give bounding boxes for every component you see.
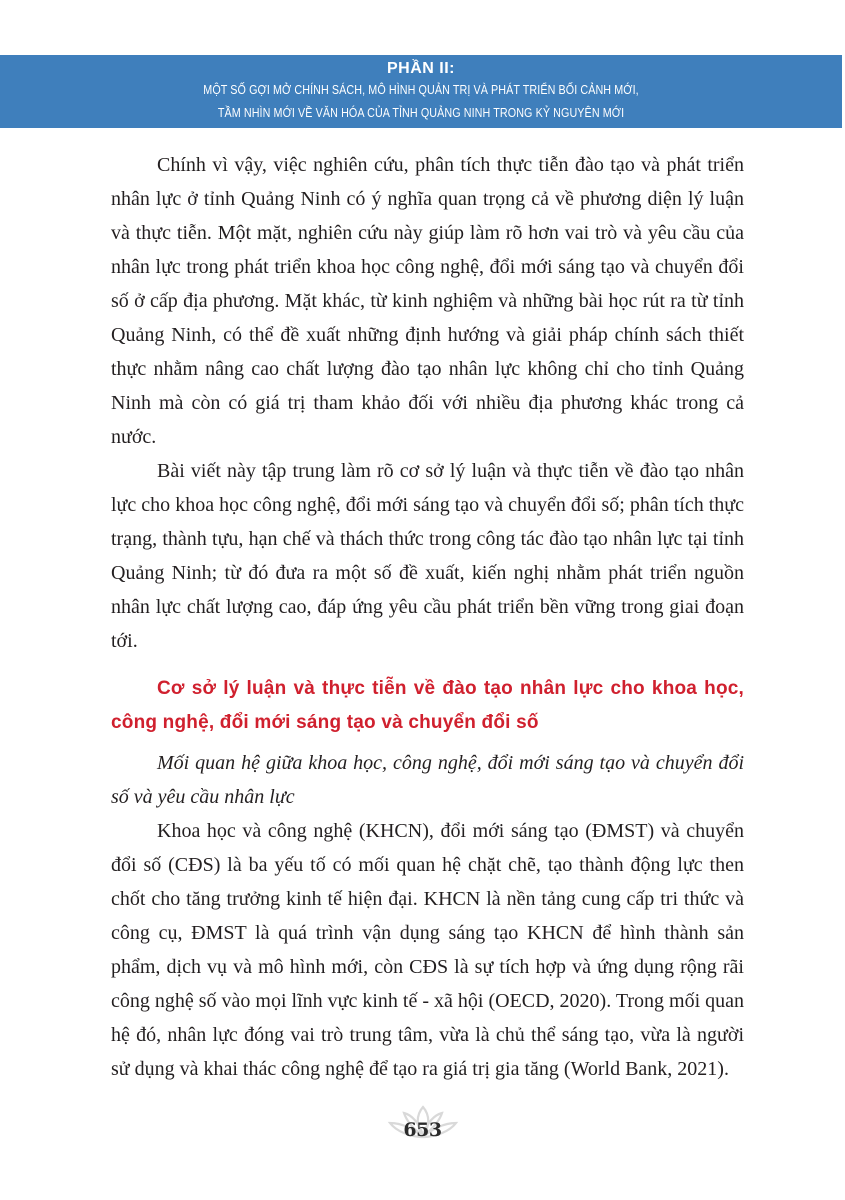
part-title: PHẦN II:: [387, 60, 455, 77]
part-subtitle-line-1: MỘT SỐ GỢI MỞ CHÍNH SÁCH, MÔ HÌNH QUẢN TRỊ VÀ PHÁT TRIỂN BỐI CẢNH MỚI,: [203, 83, 639, 97]
subsection-heading: Mối quan hệ giữa khoa học, công nghệ, đổi mới sáng tạo và chuyển đổi số và yêu cầu nhân lực: [111, 752, 744, 808]
page-number: 653: [403, 1119, 442, 1141]
part-header-band: [0, 55, 842, 128]
paragraph: Bài viết này tập trung làm rõ cơ sở lý luận và thực tiễn về đào tạo nhân lực cho khoa học công nghệ, đổi mới sáng tạo và chuyển đổi số; phân tích thực trạng, thành tựu, hạn chế và thách thức trong công tác đào tạo nhân lực tại tỉnh Quảng Ninh; từ đó đưa ra một số đề xuất, kiến nghị nhằm phát triển nguồn nhân lực chất lượng cao, đáp ứng yêu cầu phát triển bền vững trong giai đoạn tới.: [111, 460, 744, 652]
part-subtitle-line-2: TẦM NHÌN MỚI VỀ VĂN HÓA CỦA TỈNH QUẢNG NINH TRONG KỶ NGUYÊN MỚI: [217, 106, 625, 120]
page-footer: [0, 1105, 845, 1150]
page-body: [111, 148, 744, 1086]
paragraph: Khoa học và công nghệ (KHCN), đổi mới sáng tạo (ĐMST) và chuyển đổi số (CĐS) là ba yếu tố có mối quan hệ chặt chẽ, tạo thành động lực then chốt cho tăng trưởng kinh tế hiện đại. KHCN là nền tảng cung cấp tri thức và công cụ, ĐMST là quá trình vận dụng sáng tạo KHCN để hình thành sản phẩm, dịch vụ và mô hình mới, còn CĐS là sự tích hợp và ứng dụng rộng rãi công nghệ số vào mọi lĩnh vực kinh tế - xã hội (OECD, 2020). Trong mối quan hệ đó, nhân lực đóng vai trò trung tâm, vừa là chủ thể sáng tạo, vừa là người sử dụng và khai thác công nghệ để tạo ra giá trị gia tăng (World Bank, 2021).: [111, 820, 745, 1080]
paragraph: Chính vì vậy, việc nghiên cứu, phân tích thực tiễn đào tạo và phát triển nhân lực ở tỉnh Quảng Ninh có ý nghĩa quan trọng cả về phương diện lý luận và thực tiễn. Một mặt, nghiên cứu này giúp làm rõ hơn vai trò và yêu cầu của nhân lực trong phát triển khoa học công nghệ, đổi mới sáng tạo và chuyển đổi số ở cấp địa phương. Mặt khác, từ kinh nghiệm và những bài học rút ra từ tỉnh Quảng Ninh, có thể đề xuất những định hướng và giải pháp chính sách thiết thực nhằm nâng cao chất lượng đào tạo nhân lực không chỉ cho tỉnh Quảng Ninh mà còn có giá trị tham khảo đối với nhiều địa phương khác trong cả nước.: [111, 154, 744, 448]
section-heading: Cơ sở lý luận và thực tiễn về đào tạo nhân lực cho khoa học, công nghệ, đổi mới sáng tạo và chuyển đổi số: [111, 678, 744, 733]
